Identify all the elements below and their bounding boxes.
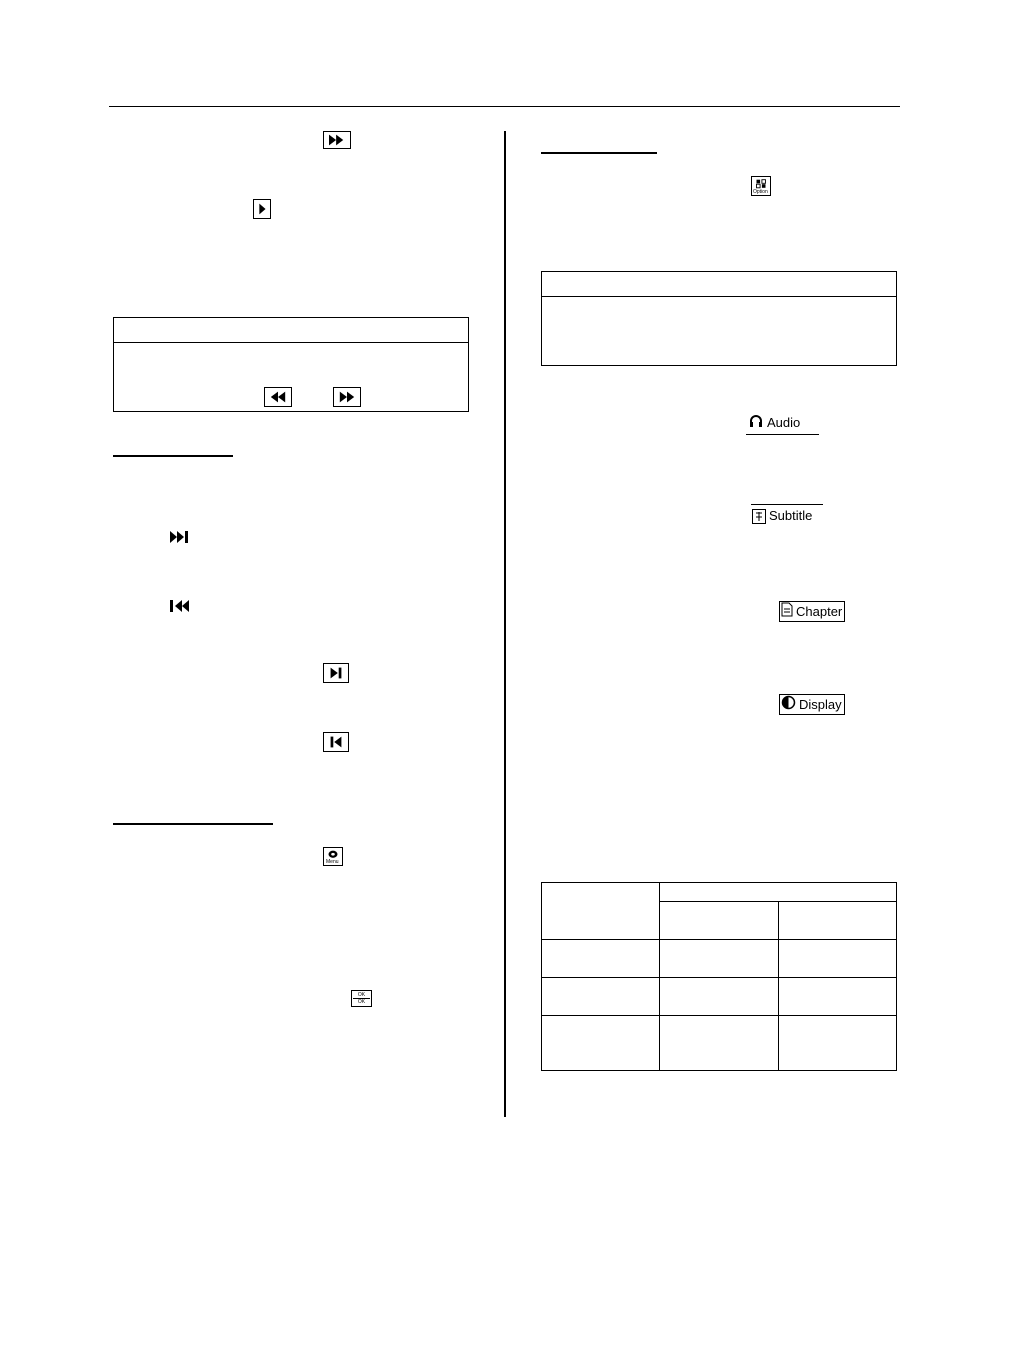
next-icon bbox=[169, 530, 191, 544]
ok-icon-top: OK bbox=[353, 992, 370, 999]
display-icon bbox=[781, 695, 796, 714]
table-cell bbox=[779, 1016, 897, 1071]
audio-underline bbox=[746, 434, 819, 435]
column-divider bbox=[504, 131, 506, 1117]
ok-icon bbox=[351, 990, 372, 1007]
note-box-header bbox=[114, 318, 468, 343]
table-row bbox=[542, 1016, 897, 1071]
table-cell bbox=[660, 1016, 779, 1071]
play-icon bbox=[253, 199, 271, 219]
subtitle-label: Subtitle bbox=[769, 508, 813, 523]
table-cell bbox=[542, 1016, 660, 1071]
note-box-right bbox=[541, 271, 897, 366]
subtitle-menu-label bbox=[752, 508, 812, 524]
subtitle-icon bbox=[752, 509, 766, 524]
table-cell bbox=[542, 978, 660, 1016]
step-back-icon bbox=[323, 732, 349, 752]
audio-menu-label bbox=[748, 413, 800, 433]
table-cell bbox=[779, 902, 897, 940]
table-cell bbox=[660, 883, 897, 902]
display-menu-label bbox=[779, 694, 845, 715]
ok-icon-bottom: OK bbox=[357, 999, 366, 1005]
rewind-icon bbox=[264, 387, 292, 407]
chapter-label: Chapter bbox=[796, 603, 843, 619]
section-heading-underline bbox=[113, 823, 273, 825]
section-heading-underline bbox=[541, 152, 657, 154]
table-cell bbox=[660, 902, 779, 940]
fast-forward-icon bbox=[333, 387, 361, 407]
menu-icon bbox=[323, 847, 343, 866]
table-cell bbox=[779, 940, 897, 978]
table-row bbox=[542, 940, 897, 978]
fast-forward-icon bbox=[323, 131, 351, 149]
note-box-header bbox=[542, 272, 896, 297]
menu-icon-label: Menu bbox=[326, 859, 339, 865]
chapter-menu-label bbox=[779, 601, 845, 622]
chapter-icon bbox=[781, 602, 793, 621]
option-icon-label: Option bbox=[753, 189, 768, 195]
step-forward-icon bbox=[323, 663, 349, 683]
section-heading-underline bbox=[113, 455, 233, 457]
table-cell bbox=[542, 940, 660, 978]
header-rule bbox=[109, 106, 900, 107]
option-icon bbox=[751, 176, 771, 196]
table-cell bbox=[542, 883, 660, 940]
subtitle-overline bbox=[751, 504, 823, 505]
display-label: Display bbox=[799, 696, 842, 712]
audio-label: Audio bbox=[767, 415, 801, 430]
table-cell bbox=[779, 978, 897, 1016]
comparison-table bbox=[541, 882, 897, 1071]
table-cell bbox=[660, 940, 779, 978]
table-cell bbox=[660, 978, 779, 1016]
table-row bbox=[542, 978, 897, 1016]
previous-icon bbox=[169, 599, 191, 613]
headphones-icon bbox=[748, 413, 764, 433]
